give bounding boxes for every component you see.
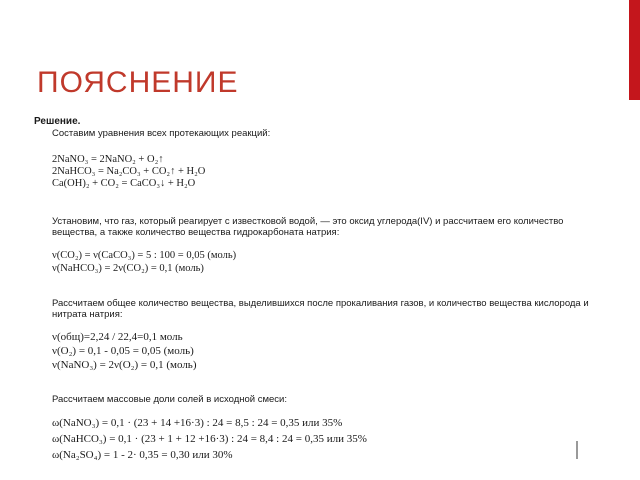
- equation: Ca(OH)₂ + CO₂ = CaCO₃↓ + H₂O: [52, 178, 196, 189]
- equation: 2NaNO₃ = 2NaNO₂ + O₂↑: [52, 154, 164, 165]
- formula: ν(CO₂) = ν(CaCO₃) = 5 : 100 = 0,05 (моль): [52, 250, 237, 261]
- intro-text: Составим уравнения всех протекающих реакций:: [52, 128, 271, 139]
- accent-bar: [629, 0, 640, 100]
- divider: [576, 441, 578, 459]
- formula: ω(NaHCO₃) = 0,1 · (23 + 1 + 12 +16·3) : 24 = 8,4 : 24 = 0,35 или 35%: [52, 433, 367, 445]
- formula: ν(NaHCO₃) = 2ν(CO₂) = 0,1 (моль): [52, 263, 204, 274]
- paragraph-fractions: Рассчитаем массовые доли солей в исходной смеси:: [52, 394, 287, 405]
- formula: ν(общ)=2,24 / 22,4=0,1 моль: [52, 331, 183, 343]
- slide-title: ПОЯСНЕНИЕ: [37, 66, 239, 99]
- equation: 2NaHCO₃ = Na₂CO₃ + CO₂↑ + H₂O: [52, 166, 206, 177]
- formula: ω(NaNO₃) = 0,1 · (23 + 14 +16·3) : 24 = 8,5 : 24 = 0,35 или 35%: [52, 417, 343, 429]
- paragraph-co2: Установим, что газ, который реагирует с известковой водой, — это оксид углерода(IV) и рассчитаем его количество вещества, а также количество вещества гидрокарбоната натрия:: [52, 216, 564, 238]
- formula: ν(NaNO₃) = 2ν(O₂) = 0,1 (моль): [52, 359, 197, 371]
- solution-label: Решение.: [34, 116, 81, 127]
- formula: ω(Na₂SO₄) = 1 - 2· 0,35 = 0,30 или 30%: [52, 449, 233, 461]
- paragraph-total: Рассчитаем общее количество вещества, выделившихся после прокаливания газов, и количество вещества кислорода и нитрата натрия:: [52, 298, 589, 320]
- formula: ν(O₂) = 0,1 - 0,05 = 0,05 (моль): [52, 345, 194, 357]
